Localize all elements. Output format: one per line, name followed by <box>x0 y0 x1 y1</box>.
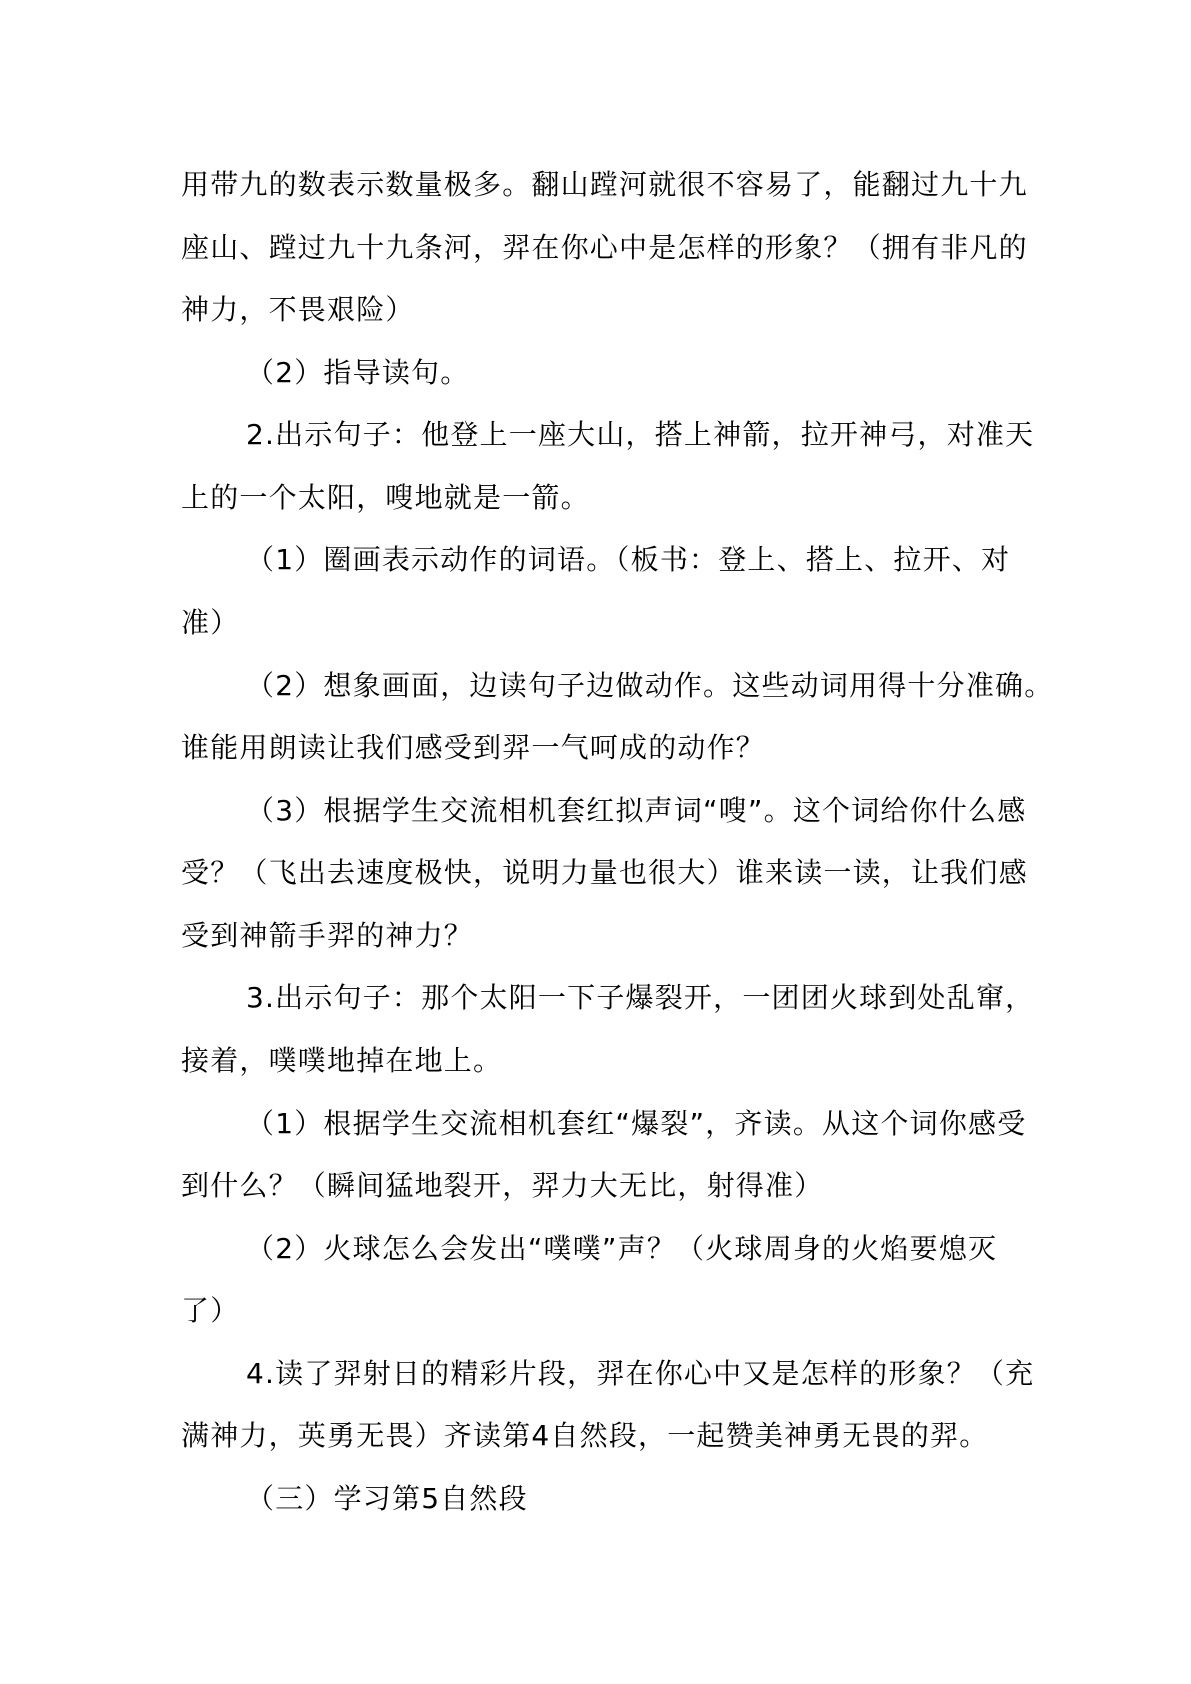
text-line: 满神力，英勇无畏）齐读第4自然段，一起赞美神勇无畏的羿。 <box>181 1419 989 1452</box>
text-line: 用带九的数表示数量极多。翻山蹚河就很不容易了，能翻过九十九 <box>181 168 1028 201</box>
text-line: 到什么？（瞬间猛地裂开，羿力大无比，射得准） <box>181 1169 824 1202</box>
text-line: （1）根据学生交流相机套红“爆裂”，齐读。从这个词你感受 <box>246 1107 1027 1140</box>
text-line: 神力，不畏艰险） <box>181 293 415 326</box>
text-line: 3.出示句子：那个太阳一下子爆裂开，一团团火球到处乱窜， <box>246 981 1035 1014</box>
text-line: 座山、蹚过九十九条河，羿在你心中是怎样的形象？（拥有非凡的 <box>181 231 1028 264</box>
text-line: （2）火球怎么会发出“噗噗”声？（火球周身的火焰要熄灭 <box>246 1232 998 1265</box>
text-line: （3）根据学生交流相机套红拟声词“嗖”。这个词给你什么感 <box>246 794 1027 827</box>
text-line: （三）学习第5自然段 <box>246 1482 528 1515</box>
text-line: （2）指导读句。 <box>246 356 470 389</box>
text-line: 准） <box>181 606 240 639</box>
text-line: （1）圈画表示动作的词语。（板书：登上、搭上、拉开、对 <box>246 543 1011 576</box>
text-line: 2.出示句子：他登上一座大山，搭上神箭，拉开神弓，对准天 <box>246 418 1035 451</box>
text-line: 受到神箭手羿的神力？ <box>181 919 474 952</box>
text-line: 了） <box>181 1294 240 1327</box>
text-line: 谁能用朗读让我们感受到羿一气呵成的动作？ <box>181 731 766 764</box>
text-line: 4.读了羿射日的精彩片段，羿在你心中又是怎样的形象？（充 <box>246 1357 1035 1390</box>
text-line: 接着，噗噗地掉在地上。 <box>181 1044 503 1077</box>
text-line: （2）想象画面，边读句子边做动作。这些动词用得十分准确。 <box>246 669 1054 702</box>
text-line: 受？（飞出去速度极快，说明力量也很大）谁来读一读，让我们感 <box>181 856 1028 889</box>
text-line: 上的一个太阳，嗖地就是一箭。 <box>181 481 590 514</box>
